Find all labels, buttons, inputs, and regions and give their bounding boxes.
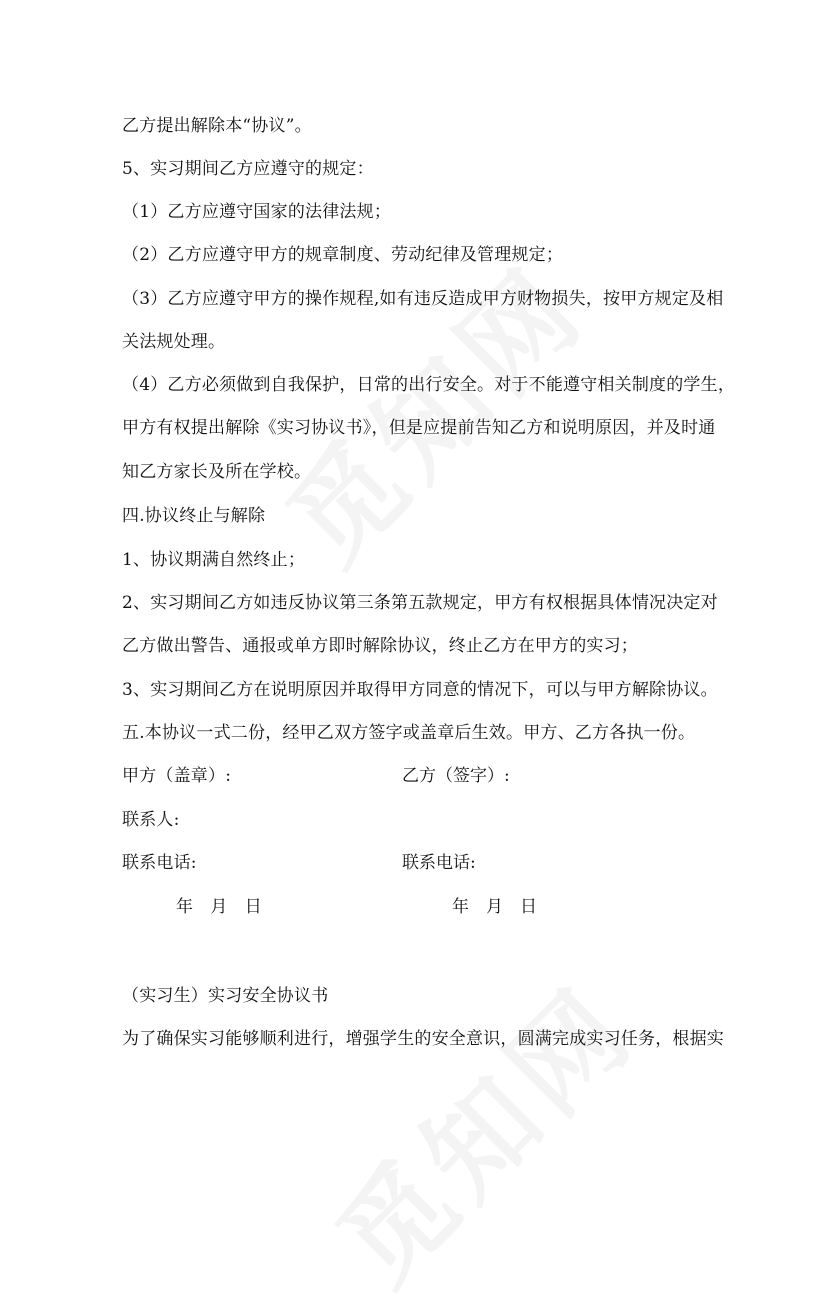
text-line: （2）乙方应遵守甲方的规章制度、劳动纪律及管理规定； — [122, 245, 564, 265]
text-line: 1、协议期满自然终止； — [122, 550, 306, 570]
party-a-seal-label: 甲方（盖章）: — [122, 766, 232, 786]
text-line: 3、实习期间乙方在说明原因并取得甲方同意的情况下，可以与甲方解除协议。 — [122, 680, 718, 700]
phone-a-label: 联系电话: — [122, 853, 197, 873]
date-b-label: 年 月 日 — [452, 897, 537, 917]
section-heading: 四.协议终止与解除 — [122, 506, 266, 526]
next-section-title: （实习生）实习安全协议书 — [122, 986, 329, 1006]
text-line: 乙方提出解除本“协议”。 — [122, 116, 312, 136]
text-line: 2、实习期间乙方如违反协议第三条第五款规定，甲方有权根据具体情况决定对 — [122, 593, 718, 613]
watermark — [297, 946, 663, 1312]
date-a-label: 年 月 日 — [176, 897, 262, 917]
text-line: 为了确保实习能够顺利进行，增强学生的安全意识，圆满完成实习任务，根据实 — [122, 1029, 724, 1049]
text-line: 乙方做出警告、通报或单方即时解除协议，终止乙方在甲方的实习； — [122, 636, 638, 656]
text-line: 关法规处理。 — [122, 332, 226, 352]
text-line: （1）乙方应遵守国家的法律法规； — [122, 202, 392, 222]
phone-b-label: 联系电话: — [402, 853, 476, 873]
text-line: （4）乙方必须做到自我保护，日常的出行安全。对于不能遵守相关制度的学生， — [122, 375, 736, 395]
watermark — [247, 226, 613, 592]
party-b-sign-label: 乙方（签字）: — [402, 766, 510, 786]
contact-person-label: 联系人: — [122, 810, 180, 830]
text-line: 知乙方家长及所在学校。 — [122, 462, 312, 482]
text-line: 甲方有权提出解除《实习协议书》，但是应提前告知乙方和说明原因，并及时通 — [122, 418, 716, 438]
section-heading: 五.本协议一式二份，经甲乙双方签字或盖章后生效。甲方、乙方各执一份。 — [122, 723, 696, 743]
text-line: 5、实习期间乙方应遵守的规定： — [122, 159, 374, 179]
text-line: （3）乙方应遵守甲方的操作规程,如有违反造成甲方财物损失，按甲方规定及相 — [122, 289, 724, 309]
